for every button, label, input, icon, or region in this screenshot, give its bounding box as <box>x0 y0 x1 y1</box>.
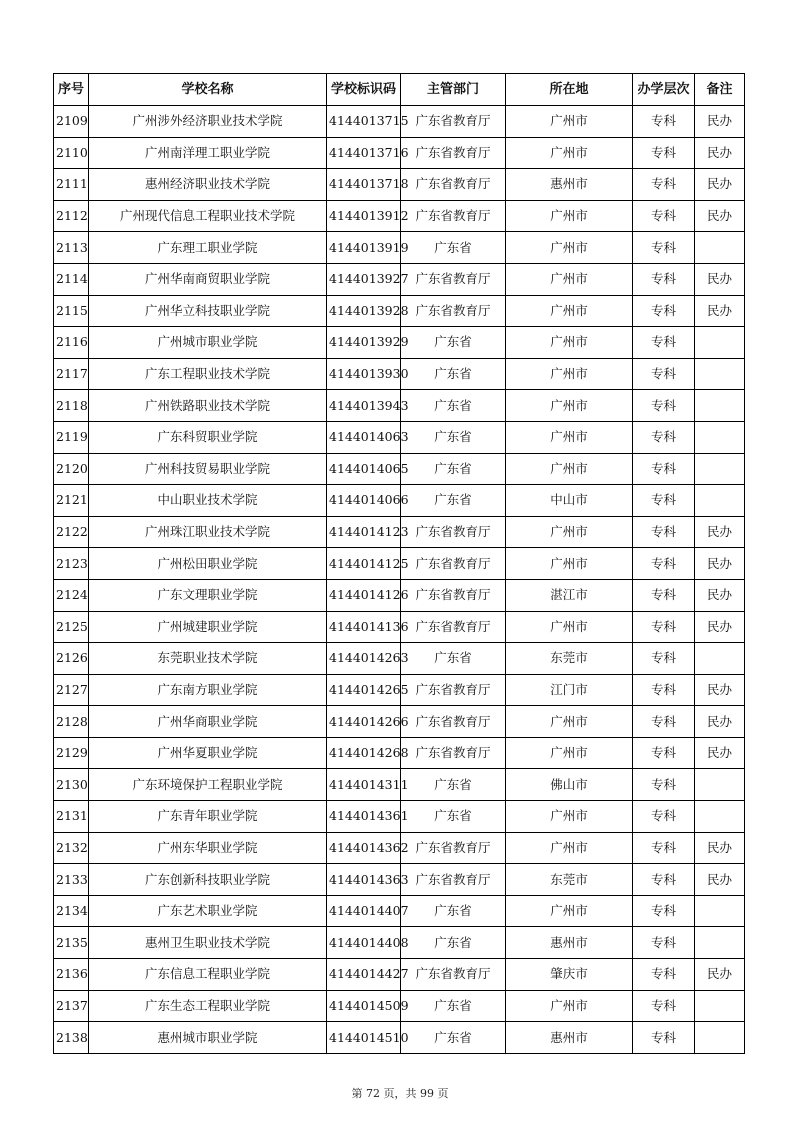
table-row <box>54 674 745 706</box>
cell-school-name: 广州科技贸易职业学院 <box>89 453 327 485</box>
cell-school-code: 4144014363 <box>327 864 401 896</box>
table-row <box>54 485 745 517</box>
table-row <box>54 1022 745 1054</box>
cell-school-name: 广东环境保护工程职业学院 <box>89 769 327 801</box>
cell-school-code: 4144013929 <box>327 327 401 359</box>
table-row <box>54 737 745 769</box>
cell-authority: 广东省教育厅 <box>401 200 506 232</box>
cell-authority: 广东省 <box>401 485 506 517</box>
cell-location: 广州市 <box>506 737 633 769</box>
cell-remarks: 民办 <box>695 106 745 138</box>
cell-school-code: 4144013943 <box>327 390 401 422</box>
cell-level: 专科 <box>633 706 695 738</box>
cell-location: 广州市 <box>506 200 633 232</box>
cell-level: 专科 <box>633 737 695 769</box>
cell-serial-number: 2111 <box>54 169 89 201</box>
cell-authority: 广东省 <box>401 990 506 1022</box>
cell-serial-number: 2115 <box>54 295 89 327</box>
cell-serial-number: 2130 <box>54 769 89 801</box>
cell-serial-number: 2117 <box>54 358 89 390</box>
cell-remarks: 民办 <box>695 611 745 643</box>
cell-location: 广州市 <box>506 232 633 264</box>
table-row <box>54 295 745 327</box>
cell-serial-number: 2116 <box>54 327 89 359</box>
cell-location: 东莞市 <box>506 864 633 896</box>
cell-school-code: 4144014408 <box>327 927 401 959</box>
cell-serial-number: 2120 <box>54 453 89 485</box>
cell-school-code: 4144014136 <box>327 611 401 643</box>
cell-authority: 广东省 <box>401 358 506 390</box>
cell-level: 专科 <box>633 959 695 991</box>
cell-remarks <box>695 453 745 485</box>
cell-remarks: 民办 <box>695 169 745 201</box>
table-row <box>54 516 745 548</box>
cell-school-code: 4144013716 <box>327 137 401 169</box>
cell-school-code: 4144013930 <box>327 358 401 390</box>
cell-school-name: 惠州城市职业学院 <box>89 1022 327 1054</box>
cell-level: 专科 <box>633 832 695 864</box>
cell-serial-number: 2118 <box>54 390 89 422</box>
cell-remarks <box>695 327 745 359</box>
header-level: 办学层次 <box>633 74 695 106</box>
cell-location: 广州市 <box>506 137 633 169</box>
cell-school-code: 4144014362 <box>327 832 401 864</box>
cell-authority: 广东省教育厅 <box>401 832 506 864</box>
cell-remarks <box>695 1022 745 1054</box>
cell-school-name: 惠州卫生职业技术学院 <box>89 927 327 959</box>
cell-school-code: 4144014265 <box>327 674 401 706</box>
cell-remarks <box>695 927 745 959</box>
cell-school-name: 广州城建职业学院 <box>89 611 327 643</box>
table-row <box>54 579 745 611</box>
cell-authority: 广东省教育厅 <box>401 674 506 706</box>
cell-level: 专科 <box>633 295 695 327</box>
table-row <box>54 895 745 927</box>
cell-location: 广州市 <box>506 990 633 1022</box>
cell-level: 专科 <box>633 769 695 801</box>
cell-school-code: 4144014509 <box>327 990 401 1022</box>
cell-school-name: 广东青年职业学院 <box>89 801 327 833</box>
cell-school-name: 广州涉外经济职业技术学院 <box>89 106 327 138</box>
cell-school-name: 广州华夏职业学院 <box>89 737 327 769</box>
cell-school-code: 4144013927 <box>327 263 401 295</box>
cell-location: 广州市 <box>506 327 633 359</box>
cell-authority: 广东省教育厅 <box>401 295 506 327</box>
school-list-table <box>53 73 745 1054</box>
cell-remarks: 民办 <box>695 706 745 738</box>
cell-authority: 广东省教育厅 <box>401 579 506 611</box>
cell-serial-number: 2134 <box>54 895 89 927</box>
cell-remarks: 民办 <box>695 864 745 896</box>
table-row <box>54 959 745 991</box>
cell-location: 肇庆市 <box>506 959 633 991</box>
cell-serial-number: 2121 <box>54 485 89 517</box>
cell-location: 广州市 <box>506 453 633 485</box>
cell-location: 广州市 <box>506 801 633 833</box>
cell-school-name: 广州珠江职业技术学院 <box>89 516 327 548</box>
cell-location: 广州市 <box>506 263 633 295</box>
cell-serial-number: 2137 <box>54 990 89 1022</box>
cell-location: 中山市 <box>506 485 633 517</box>
table-row <box>54 864 745 896</box>
table-row <box>54 927 745 959</box>
cell-serial-number: 2135 <box>54 927 89 959</box>
cell-school-code: 4144014407 <box>327 895 401 927</box>
cell-serial-number: 2128 <box>54 706 89 738</box>
cell-school-code: 4144013919 <box>327 232 401 264</box>
cell-school-name: 广州华南商贸职业学院 <box>89 263 327 295</box>
cell-level: 专科 <box>633 358 695 390</box>
cell-school-name: 广东南方职业学院 <box>89 674 327 706</box>
cell-school-code: 4144014126 <box>327 579 401 611</box>
cell-location: 广州市 <box>506 421 633 453</box>
table-row <box>54 137 745 169</box>
cell-school-name: 广州松田职业学院 <box>89 548 327 580</box>
cell-authority: 广东省 <box>401 769 506 801</box>
cell-authority: 广东省教育厅 <box>401 737 506 769</box>
cell-level: 专科 <box>633 169 695 201</box>
cell-remarks: 民办 <box>695 200 745 232</box>
cell-authority: 广东省 <box>401 1022 506 1054</box>
cell-serial-number: 2110 <box>54 137 89 169</box>
cell-level: 专科 <box>633 801 695 833</box>
cell-school-name: 广州南洋理工职业学院 <box>89 137 327 169</box>
cell-remarks <box>695 643 745 675</box>
cell-remarks: 民办 <box>695 674 745 706</box>
cell-serial-number: 2122 <box>54 516 89 548</box>
cell-remarks: 民办 <box>695 137 745 169</box>
cell-location: 广州市 <box>506 390 633 422</box>
cell-school-code: 4144014361 <box>327 801 401 833</box>
cell-level: 专科 <box>633 137 695 169</box>
cell-location: 广州市 <box>506 358 633 390</box>
cell-school-code: 4144014123 <box>327 516 401 548</box>
cell-school-name: 广东艺术职业学院 <box>89 895 327 927</box>
cell-school-name: 广州城市职业学院 <box>89 327 327 359</box>
cell-level: 专科 <box>633 895 695 927</box>
cell-location: 江门市 <box>506 674 633 706</box>
cell-remarks <box>695 769 745 801</box>
cell-level: 专科 <box>633 1022 695 1054</box>
table-row <box>54 327 745 359</box>
cell-remarks: 民办 <box>695 959 745 991</box>
table-row <box>54 769 745 801</box>
cell-school-name: 广东科贸职业学院 <box>89 421 327 453</box>
cell-location: 广州市 <box>506 895 633 927</box>
table-row <box>54 706 745 738</box>
cell-school-name: 中山职业技术学院 <box>89 485 327 517</box>
cell-serial-number: 2124 <box>54 579 89 611</box>
cell-serial-number: 2136 <box>54 959 89 991</box>
cell-remarks: 民办 <box>695 516 745 548</box>
cell-authority: 广东省教育厅 <box>401 548 506 580</box>
cell-location: 惠州市 <box>506 927 633 959</box>
cell-authority: 广东省教育厅 <box>401 137 506 169</box>
cell-serial-number: 2123 <box>54 548 89 580</box>
cell-school-name: 广州华立科技职业学院 <box>89 295 327 327</box>
cell-school-name: 广东信息工程职业学院 <box>89 959 327 991</box>
cell-remarks <box>695 232 745 264</box>
cell-school-code: 4144013912 <box>327 200 401 232</box>
cell-level: 专科 <box>633 516 695 548</box>
cell-level: 专科 <box>633 390 695 422</box>
cell-school-code: 4144013928 <box>327 295 401 327</box>
cell-authority: 广东省 <box>401 927 506 959</box>
cell-serial-number: 2113 <box>54 232 89 264</box>
table-row <box>54 990 745 1022</box>
cell-location: 佛山市 <box>506 769 633 801</box>
cell-serial-number: 2127 <box>54 674 89 706</box>
cell-school-code: 4144014065 <box>327 453 401 485</box>
cell-authority: 广东省教育厅 <box>401 611 506 643</box>
cell-school-code: 4144014263 <box>327 643 401 675</box>
table-header-row <box>54 74 745 106</box>
cell-level: 专科 <box>633 263 695 295</box>
cell-remarks <box>695 485 745 517</box>
header-location: 所在地 <box>506 74 633 106</box>
table-row <box>54 643 745 675</box>
cell-level: 专科 <box>633 864 695 896</box>
cell-location: 广州市 <box>506 706 633 738</box>
cell-school-code: 4144013715 <box>327 106 401 138</box>
cell-school-code: 4144014063 <box>327 421 401 453</box>
cell-location: 惠州市 <box>506 1022 633 1054</box>
cell-remarks <box>695 358 745 390</box>
cell-school-name: 广州铁路职业技术学院 <box>89 390 327 422</box>
cell-authority: 广东省教育厅 <box>401 959 506 991</box>
cell-remarks: 民办 <box>695 737 745 769</box>
cell-serial-number: 2109 <box>54 106 89 138</box>
cell-serial-number: 2119 <box>54 421 89 453</box>
cell-level: 专科 <box>633 990 695 1022</box>
cell-level: 专科 <box>633 106 695 138</box>
cell-remarks <box>695 421 745 453</box>
cell-level: 专科 <box>633 453 695 485</box>
cell-school-code: 4144014268 <box>327 737 401 769</box>
cell-authority: 广东省教育厅 <box>401 516 506 548</box>
cell-serial-number: 2131 <box>54 801 89 833</box>
cell-school-code: 4144014427 <box>327 959 401 991</box>
cell-school-code: 4144014125 <box>327 548 401 580</box>
cell-serial-number: 2114 <box>54 263 89 295</box>
cell-school-code: 4144014066 <box>327 485 401 517</box>
cell-level: 专科 <box>633 927 695 959</box>
cell-authority: 广东省教育厅 <box>401 706 506 738</box>
cell-authority: 广东省教育厅 <box>401 169 506 201</box>
cell-authority: 广东省 <box>401 232 506 264</box>
cell-school-name: 广东生态工程职业学院 <box>89 990 327 1022</box>
cell-authority: 广东省教育厅 <box>401 864 506 896</box>
table-row <box>54 232 745 264</box>
table-row <box>54 358 745 390</box>
cell-remarks <box>695 390 745 422</box>
table-row <box>54 801 745 833</box>
cell-remarks: 民办 <box>695 263 745 295</box>
cell-authority: 广东省教育厅 <box>401 106 506 138</box>
cell-location: 广州市 <box>506 295 633 327</box>
table-row <box>54 453 745 485</box>
cell-remarks: 民办 <box>695 548 745 580</box>
cell-level: 专科 <box>633 485 695 517</box>
cell-level: 专科 <box>633 200 695 232</box>
cell-location: 湛江市 <box>506 579 633 611</box>
cell-serial-number: 2132 <box>54 832 89 864</box>
cell-serial-number: 2112 <box>54 200 89 232</box>
cell-location: 东莞市 <box>506 643 633 675</box>
cell-level: 专科 <box>633 611 695 643</box>
cell-serial-number: 2138 <box>54 1022 89 1054</box>
cell-school-name: 广州华商职业学院 <box>89 706 327 738</box>
cell-level: 专科 <box>633 674 695 706</box>
cell-school-code: 4144013718 <box>327 169 401 201</box>
table-row <box>54 263 745 295</box>
cell-remarks: 民办 <box>695 832 745 864</box>
cell-level: 专科 <box>633 232 695 264</box>
table-row <box>54 421 745 453</box>
table-row <box>54 200 745 232</box>
cell-level: 专科 <box>633 327 695 359</box>
cell-school-code: 4144014510 <box>327 1022 401 1054</box>
header-serial-number: 序号 <box>54 74 89 106</box>
cell-school-name: 广东理工职业学院 <box>89 232 327 264</box>
cell-serial-number: 2126 <box>54 643 89 675</box>
cell-school-name: 东莞职业技术学院 <box>89 643 327 675</box>
header-school-name: 学校名称 <box>89 74 327 106</box>
cell-authority: 广东省教育厅 <box>401 263 506 295</box>
cell-authority: 广东省 <box>401 327 506 359</box>
cell-serial-number: 2129 <box>54 737 89 769</box>
header-remarks: 备注 <box>695 74 745 106</box>
cell-authority: 广东省 <box>401 643 506 675</box>
cell-level: 专科 <box>633 548 695 580</box>
table-row <box>54 390 745 422</box>
cell-authority: 广东省 <box>401 453 506 485</box>
cell-level: 专科 <box>633 643 695 675</box>
table-row <box>54 169 745 201</box>
cell-remarks: 民办 <box>695 579 745 611</box>
cell-location: 广州市 <box>506 106 633 138</box>
cell-remarks: 民办 <box>695 295 745 327</box>
page-number-footer: 第 72 页，共 99 页 <box>351 1087 449 1100</box>
cell-school-name: 广东工程职业技术学院 <box>89 358 327 390</box>
cell-authority: 广东省 <box>401 421 506 453</box>
cell-location: 广州市 <box>506 548 633 580</box>
header-authority: 主管部门 <box>401 74 506 106</box>
table-row <box>54 832 745 864</box>
cell-school-name: 广东文理职业学院 <box>89 579 327 611</box>
cell-authority: 广东省 <box>401 895 506 927</box>
cell-school-name: 广东创新科技职业学院 <box>89 864 327 896</box>
cell-remarks <box>695 990 745 1022</box>
cell-authority: 广东省 <box>401 801 506 833</box>
cell-location: 广州市 <box>506 832 633 864</box>
table-row <box>54 106 745 138</box>
cell-school-code: 4144014266 <box>327 706 401 738</box>
cell-school-name: 惠州经济职业技术学院 <box>89 169 327 201</box>
cell-location: 广州市 <box>506 516 633 548</box>
cell-serial-number: 2133 <box>54 864 89 896</box>
cell-authority: 广东省 <box>401 390 506 422</box>
table-row <box>54 611 745 643</box>
header-school-code: 学校标识码 <box>327 74 401 106</box>
cell-level: 专科 <box>633 579 695 611</box>
cell-serial-number: 2125 <box>54 611 89 643</box>
cell-school-name: 广州东华职业学院 <box>89 832 327 864</box>
cell-school-name: 广州现代信息工程职业技术学院 <box>89 200 327 232</box>
cell-location: 广州市 <box>506 611 633 643</box>
table-row <box>54 548 745 580</box>
cell-remarks <box>695 895 745 927</box>
cell-school-code: 4144014311 <box>327 769 401 801</box>
cell-location: 惠州市 <box>506 169 633 201</box>
cell-remarks <box>695 801 745 833</box>
cell-level: 专科 <box>633 421 695 453</box>
